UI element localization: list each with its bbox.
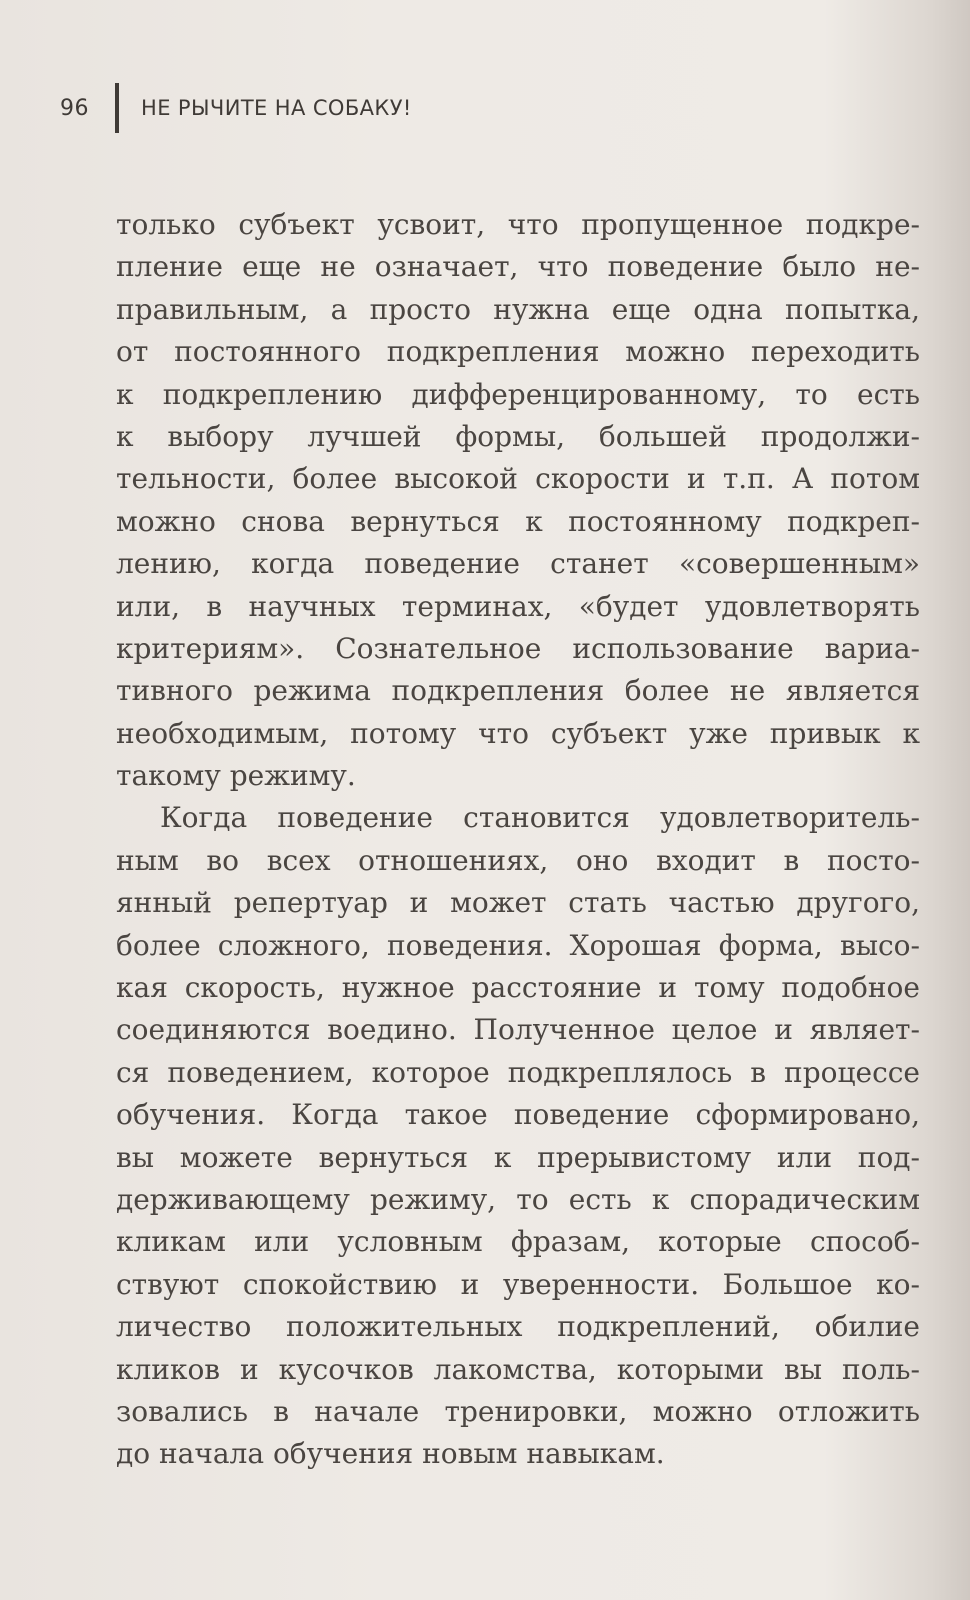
text-line: правильным, а просто нужна еще одна попытка, — [116, 292, 920, 326]
text-line: янный репертуар и может стать частью другого, — [116, 886, 920, 920]
body-text — [116, 204, 920, 1476]
header-divider — [115, 83, 119, 133]
text-line: кликам или условным фразам, которые способ- — [116, 1225, 920, 1259]
text-line: кликов и кусочков лакомства, которыми вы поль- — [116, 1352, 920, 1386]
text-line: пление еще не означает, что поведение было не- — [116, 250, 920, 284]
running-head — [60, 82, 412, 134]
text-line: необходимым, потому что субъект уже привык к — [116, 716, 920, 750]
text-line: можно снова вернуться к постоянному подкреп- — [116, 504, 920, 538]
text-line: тивного режима подкрепления более не является — [116, 674, 920, 708]
text-line: от постоянного подкрепления можно переходить — [116, 335, 920, 369]
page-number: 96 — [60, 95, 89, 121]
text-line: к подкреплению дифференцированному, то есть — [116, 377, 920, 411]
text-line: более сложного, поведения. Хорошая форма, высо- — [116, 928, 920, 962]
book-title: НЕ РЫЧИТЕ НА СОБАКУ! — [141, 96, 412, 120]
paragraph — [116, 797, 920, 1475]
text-line: зовались в начале тренировки, можно отложить — [116, 1394, 920, 1428]
text-line: тельности, более высокой скорости и т.п. А потом — [116, 462, 920, 496]
text-line: критериям». Сознательное использование вариа- — [116, 631, 920, 665]
text-line: к выбору лучшей формы, большей продолжи- — [116, 419, 920, 453]
text-line: личество положительных подкреплений, обилие — [116, 1310, 920, 1344]
text-line: обучения. Когда такое поведение сформировано, — [116, 1098, 920, 1132]
paragraph — [116, 204, 920, 797]
text-line: или, в научных терминах, «будет удовлетворять — [116, 589, 920, 623]
text-line: только субъект усвоит, что пропущенное подкре- — [116, 208, 920, 241]
text-line: держивающему режиму, то есть к спорадическим — [116, 1182, 920, 1216]
text-line: ся поведением, которое подкреплялось в процессе — [116, 1055, 920, 1089]
text-line: ствуют спокойствию и уверенности. Большое ко- — [116, 1267, 920, 1301]
text-line: соединяются воедино. Полученное целое и являет- — [116, 1013, 920, 1047]
text-line: до начала обучения новым навыкам. — [116, 1437, 665, 1471]
text-line: вы можете вернуться к прерывистому или под- — [116, 1140, 920, 1174]
text-line: кая скорость, нужное расстояние и тому подобное — [116, 971, 920, 1005]
text-line: ным во всех отношениях, оно входит в посто- — [116, 843, 920, 877]
text-line: лению, когда поведение станет «совершенным» — [116, 547, 920, 581]
text-line: Когда поведение становится удовлетворитель- — [160, 801, 920, 835]
text-line: такому режиму. — [116, 759, 356, 793]
